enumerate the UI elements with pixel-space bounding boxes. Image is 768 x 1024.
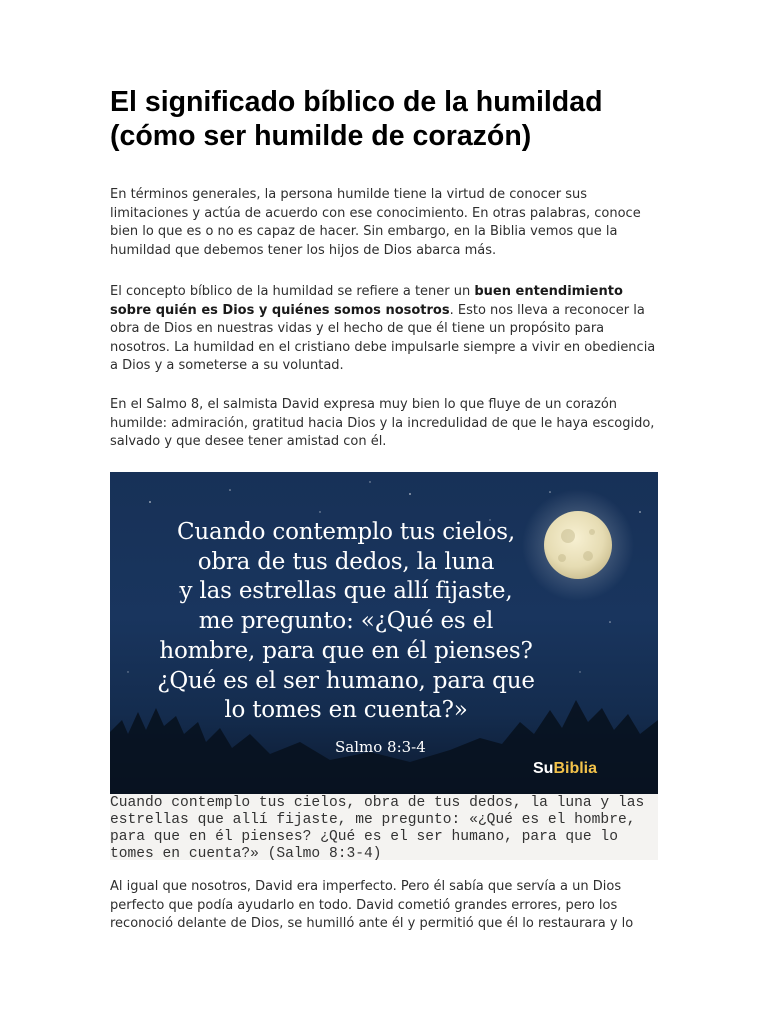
brand-part-biblia: Biblia <box>553 760 598 777</box>
title-line-2: (cómo ser humilde de corazón) <box>110 120 532 152</box>
paragraph-concept <box>110 283 662 376</box>
paragraph-salmo: En el Salmo 8, el salmista David expresa muy bien lo que fluye de un corazón humilde: admiración, gratitud hacia Dios y la incredulidad de que le haya escogido, salvado y que desee tener amistad con él. <box>110 397 655 449</box>
paragraph-david: Al igual que nosotros, David era imperfecto. Pero él sabía que servía a un Dios perfecto que podía ayudarlo en todo. David cometió grandes errores, pero los reconoció delante de Dios, se humilló ante él y permitió que él lo restaurara y lo <box>110 879 634 931</box>
subiblia-logo <box>533 760 597 778</box>
verse-quote <box>130 518 562 726</box>
quote-line: hombre, para que en él pienses? <box>159 637 533 664</box>
paragraph-concept-bold: buen entendimiento sobre quién es Dios y quiénes somos nosotros <box>110 284 623 318</box>
quote-line: lo tomes en cuenta?» <box>224 697 468 724</box>
quote-line: ¿Qué es el ser humano, para que <box>157 667 535 694</box>
paragraph-concept-start: El concepto bíblico de la humildad se refiere a tener un <box>110 284 475 299</box>
verse-reference: Salmo 8:3-4 <box>335 738 426 756</box>
image-caption: Cuando contemplo tus cielos, obra de tus dedos, la luna y las estrellas que allí fijaste, me pregunto: «¿Qué es el hombre, para que en él pienses? ¿Qué es el ser humano, para que lo tomes en cuenta?» (Salmo 8:3-4) <box>110 794 658 860</box>
quote-line: Cuando contemplo tus cielos, <box>177 519 515 545</box>
quote-line: y las estrellas que allí fijaste, <box>179 578 513 605</box>
verse-image <box>110 472 658 794</box>
article-title <box>110 85 670 153</box>
quote-line: obra de tus dedos, la luna <box>197 548 495 575</box>
brand-part-su: Su <box>533 760 554 777</box>
paragraph-intro: En términos generales, la persona humilde tiene la virtud de conocer sus limitaciones y actúa de acuerdo con ese conocimiento. En otras palabras, conoce bien lo que es o no es capaz de hacer. Sin embargo, en la Biblia vemos que la humildad que debemos tener los hijos de Dios abarca más. <box>110 187 641 258</box>
quote-line: me pregunto: «¿Qué es el <box>198 608 494 635</box>
title-line-1: El significado bíblico de la humildad <box>110 86 603 118</box>
paragraph-concept-end: . Esto nos lleva a reconocer la obra de Dios en nuestras vidas y el hecho de que él tiene un propósito para nosotros. La humildad en el cristiano debe impulsarle siempre a vivir en obediencia a Dios y a someterse a su voluntad. <box>110 302 656 373</box>
